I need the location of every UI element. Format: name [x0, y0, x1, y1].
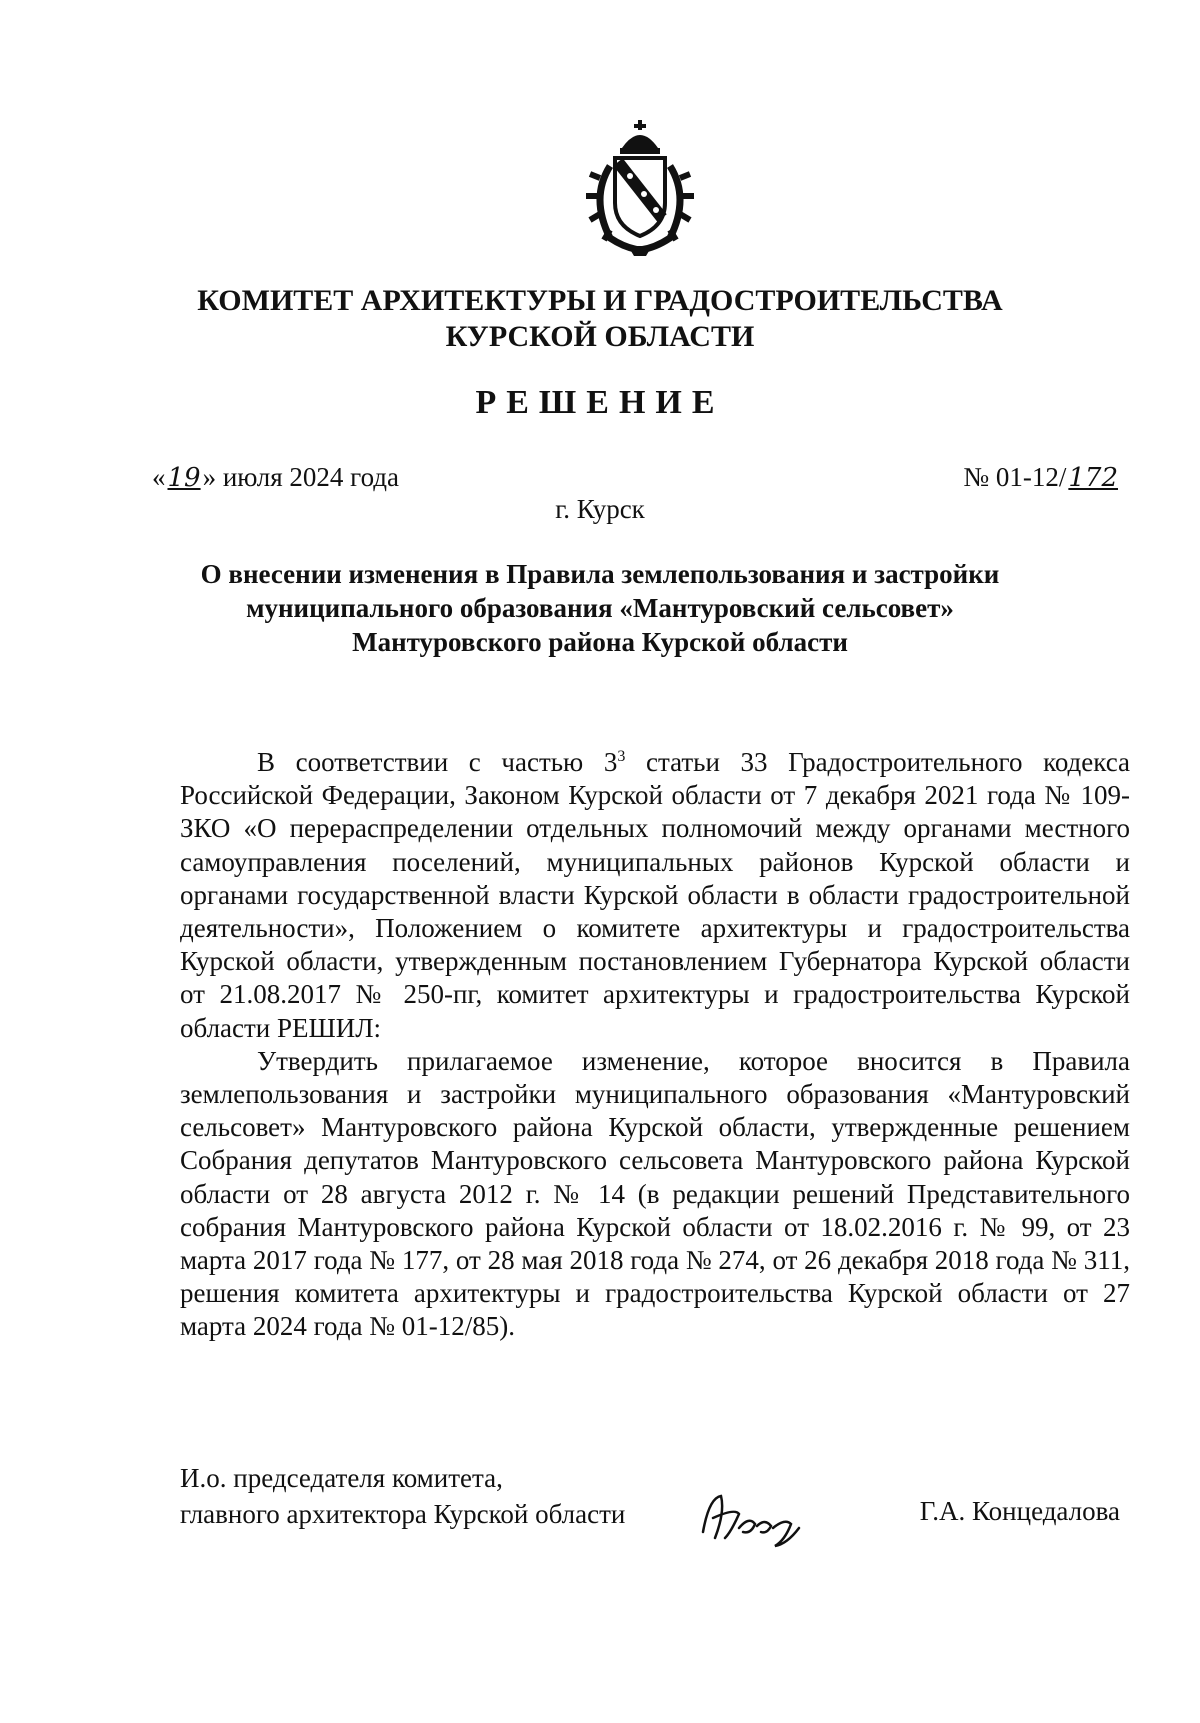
document-number-handwritten: 172 — [1068, 463, 1118, 493]
signatory-position — [180, 1460, 625, 1532]
date-open-quote: « — [152, 462, 166, 492]
paragraph-1-start: В соответствии с частью 3 — [257, 747, 618, 777]
title-line1: О внесении изменения в Правила землепользования и застройки — [200, 559, 1000, 589]
body-paragraph-2: Утвердить прилагаемое изменение, которое вносится в Правила землепользования и застройки муниципального образования «Мантуровский сельсовет» Мантуровского района Курской области, утвержденные решением Собрания депутатов Мантуровского сельсовета Мантуровского района Курской области от 28 августа 2012 г. № 14 (в редакции решений Представительного собрания Мантуровского района Курской области от 18.02.2016 г. № 99, от 23 марта 2017 года № 177, от 28 мая 2018 года № 274, от 26 декабря 2018 года № 311, решения комитета архитектуры и градостроительства Курской области от 27 марта 2024 года № 01-12/85). — [180, 1045, 1130, 1342]
document-city: г. Курск — [555, 494, 645, 524]
document-number — [963, 462, 1120, 493]
signatory-position-line2: главного архитектора Курской области — [180, 1499, 626, 1529]
paragraph-1-rest: статьи 33 Градостроительного кодекса Российской Федерации, Законом Курской области от 7 декабря 2021 года № 109-ЗКО «О перераспределении отдельных полномочий между органами местного самоуправления поселений, муниципальных районов Курской области и органами государственной власти Курской области в области градостроительной деятельности», Положением о комитете архитектуры и градостроительства Курской области, утвержденным постановлением Губернатора Курской области от 21.08.2017 № 250-пг, комитет архитектуры и градостроительства Курской области РЕШИЛ: — [180, 747, 1130, 1043]
handwritten-signature-icon — [695, 1488, 815, 1548]
document-number-prefix: № 01-12/ — [963, 462, 1067, 492]
date-day-handwritten: 19 — [167, 463, 201, 493]
coat-of-arms-emblem-icon — [570, 118, 710, 258]
title-line3: Мантуровского района Курской области — [352, 627, 848, 657]
document-title — [140, 557, 1060, 659]
document-date — [152, 462, 399, 493]
date-month-year: » июля 2024 года — [202, 462, 400, 492]
signatory-position-line1: И.о. председателя комитета, — [180, 1463, 503, 1493]
organization-name-line1: КОМИТЕТ АРХИТЕКТУРЫ И ГРАДОСТРОИТЕЛЬСТВА — [197, 284, 1003, 317]
body-paragraph-1 — [180, 740, 1130, 1045]
signatory-name: Г.А. Концедалова — [919, 1496, 1120, 1526]
document-type-heading: РЕШЕНИЕ — [475, 384, 725, 421]
document-body — [180, 740, 1130, 1344]
paragraph-1-superscript: 3 — [617, 748, 626, 765]
title-line2: муниципального образования «Мантуровский сельсовет» — [246, 593, 954, 623]
organization-name-line2: КУРСКОЙ ОБЛАСТИ — [445, 320, 755, 353]
